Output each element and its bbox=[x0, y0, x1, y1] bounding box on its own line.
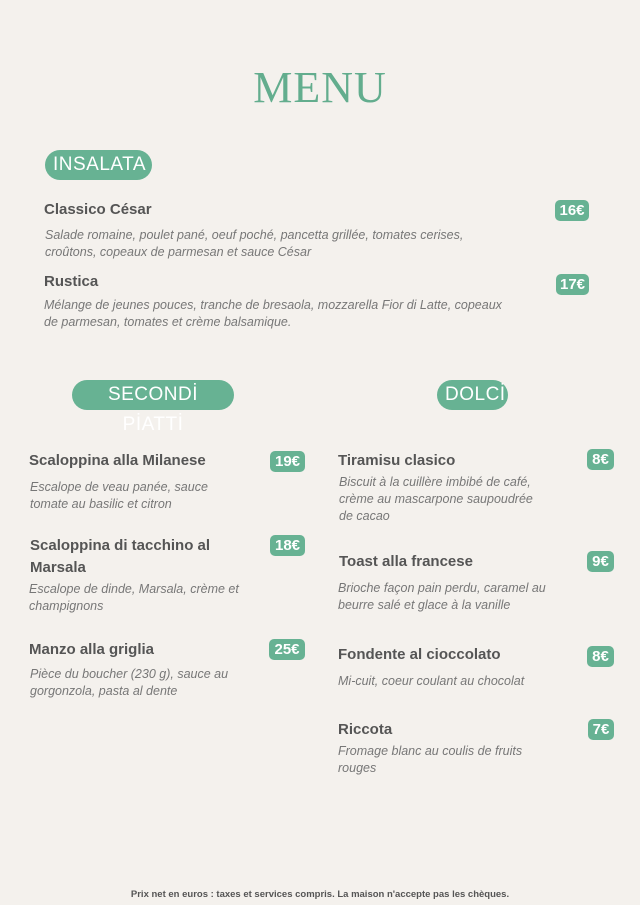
item-name: Scaloppina alla Milanese bbox=[29, 452, 206, 469]
item-name: Riccota bbox=[338, 721, 393, 738]
item-description: Salade romaine, poulet pané, oeuf poché, pancetta grillée, tomates cerises, croûtons, copeaux de parmesan et sauce César bbox=[45, 228, 464, 259]
section-heading-dolci: DOLCİ bbox=[437, 380, 508, 410]
item-name: Rustica bbox=[44, 273, 99, 290]
item-name: Manzo alla griglia bbox=[29, 641, 155, 658]
item-description: Mi-cuit, coeur coulant au chocolat bbox=[338, 674, 525, 688]
item-price: 7€ bbox=[588, 719, 614, 740]
item-price: 17€ bbox=[556, 274, 589, 295]
item-description: Pièce du boucher (230 g), sauce au gorgonzola, pasta al dente bbox=[30, 667, 229, 698]
item-price: 19€ bbox=[270, 451, 305, 472]
footer-note: Prix net en euros : taxes et services compris. La maison n'accepte pas les chèques. bbox=[130, 889, 510, 900]
item-price: 8€ bbox=[587, 646, 614, 667]
item-description: Mélange de jeunes pouces, tranche de bresaola, mozzarella Fior di Latte, copeaux de parmesan, tomates et crème balsamique. bbox=[44, 298, 502, 329]
item-description: Biscuit à la cuillère imbibé de café, crème au mascarpone saupoudrée de cacao bbox=[339, 475, 533, 523]
item-description: Brioche façon pain perdu, caramel au beurre salé et glace à la vanille bbox=[338, 581, 546, 612]
item-price: 18€ bbox=[270, 535, 305, 556]
item-name: Classico César bbox=[44, 201, 152, 218]
item-price: 8€ bbox=[587, 449, 614, 470]
item-price: 9€ bbox=[587, 551, 614, 572]
item-description: Fromage blanc au coulis de fruits rouges bbox=[338, 744, 523, 775]
item-name: Tiramisu clasico bbox=[338, 452, 456, 469]
item-description: Escalope de dinde, Marsala, crème et champignons bbox=[29, 582, 239, 613]
item-name: Toast alla francese bbox=[339, 553, 473, 570]
item-name: Fondente al cioccolato bbox=[338, 646, 501, 663]
section-heading-secondi: SECONDİ PİATTİ bbox=[72, 380, 234, 410]
item-price: 25€ bbox=[269, 639, 305, 660]
item-description: Escalope de veau panée, sauce tomate au basilic et citron bbox=[30, 480, 208, 511]
section-heading-insalata: INSALATA bbox=[45, 150, 152, 180]
menu-title: MENU bbox=[253, 63, 387, 112]
item-name: Scaloppina di tacchino al Marsala bbox=[30, 537, 211, 576]
item-price: 16€ bbox=[555, 200, 589, 221]
